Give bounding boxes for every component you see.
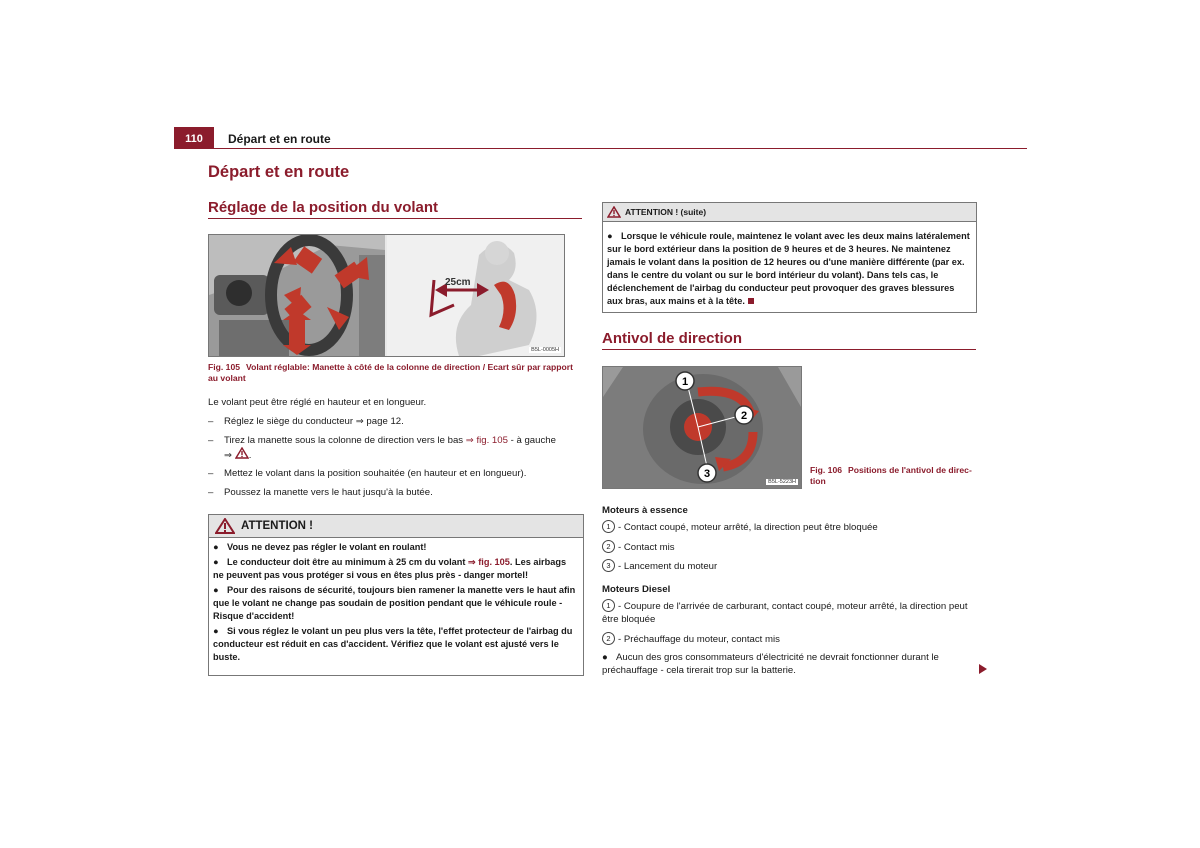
attention-cont-item: ● Lorsque le véhicule roule, maintenez le volant avec les deux mains latéralement sur le bord extérieur dans la position de 9 heures et de 3 heures. Ne maintenez jamais le volant dans la position de 12 heures ou d'une manière différente (par ex. dans le centre du volant ou sur le bord intérieur du volant). Dans tels cas, le déclenchement de l'airbag du conducteur peut provoquer des graves blessures aux bras, aux mains et à la tête. (607, 231, 970, 306)
warning-triangle-icon (607, 206, 621, 218)
running-title: Départ et en route (228, 132, 331, 146)
attention-cont-header (603, 203, 976, 222)
step-2-line2: ⇒ . (224, 447, 251, 462)
intro-text: Le volant peut être réglé en hauteur et en longueur. (208, 397, 427, 408)
figure-label: Fig. 105 (208, 362, 240, 372)
step-dash: – (208, 435, 214, 446)
step-text: Poussez la manette vers le haut jusqu'à la butée. (224, 487, 433, 498)
attention-cont-box (602, 202, 977, 313)
diesel-item-2: 2 - Préchauffage du moteur, contact mis (602, 632, 780, 646)
attention-header (209, 515, 583, 538)
attention-title: ATTENTION ! (241, 520, 313, 532)
attention-cont-body (603, 222, 976, 313)
step-dash: – (208, 487, 214, 498)
figure-code: B5L-0005H (531, 347, 559, 353)
figure-106 (602, 366, 802, 489)
section-title-steering: Réglage de la position du volant (208, 199, 439, 216)
figure-caption-text: Positions de l'antivol de direction (810, 465, 972, 486)
figure-105-caption (208, 362, 583, 384)
attention-item: ● Le conducteur doit être au minimum à 25 cm du volant ⇒ fig. 105. Les airbags ne peuvent pas vous protéger si vous en êtes plus près - danger mortel! (213, 557, 567, 580)
warning-triangle-icon (215, 518, 235, 534)
page-number: 110 (174, 127, 214, 149)
petrol-item-3: 3 - Lancement du moteur (602, 559, 717, 573)
petrol-heading: Moteurs à essence (602, 505, 688, 516)
end-square-icon (748, 298, 754, 304)
step-text-after: - à gauche (507, 435, 556, 446)
figure-caption-text: Volant réglable: Manette à côté de la colonne de direction / Ecart sûr par rapport au volant (208, 362, 573, 383)
step-2 (208, 434, 588, 447)
figure-106-caption (810, 465, 975, 487)
petrol-item-1: 1 - Contact coupé, moteur arrêté, la direction peut être bloquée (602, 520, 878, 534)
distance-label: 25cm (445, 277, 471, 288)
step-dash: – (208, 468, 214, 479)
step-text: Tirez la manette sous la colonne de direction vers le bas (224, 435, 466, 446)
fig-105-link[interactable]: ⇒ fig. 105 (465, 435, 508, 446)
attention-cont-title: ATTENTION ! (suite) (625, 207, 707, 217)
step-arrow: ⇒ (224, 450, 233, 461)
steering-illustration (209, 235, 564, 356)
step-4 (208, 486, 433, 499)
step-text: Réglez le siège du conducteur ⇒ page 12. (224, 416, 404, 427)
section-rule (208, 218, 582, 219)
attention-item: ● Si vous réglez le volant un peu plus vers la tête, l'effet protecteur de l'airbag du conducteur est réduit en cas d'accident. Vérifiez que le volant est ajusté vers le buste. (213, 626, 573, 662)
fig-105-link[interactable]: ⇒ fig. 105 (467, 557, 510, 567)
step-dash: – (208, 416, 214, 427)
next-page-arrow-icon[interactable] (979, 664, 987, 674)
attention-item: ● Vous ne devez pas régler le volant en roulant! (213, 542, 427, 552)
attention-body (209, 538, 583, 669)
preheat-note: ● Aucun des gros consommateurs d'électricité ne devrait fonctionner durant le préchauffage - cela tirerait trop sur la batterie. (602, 652, 939, 676)
page-title: Départ et en route (208, 163, 350, 181)
diesel-heading: Moteurs Diesel (602, 584, 671, 595)
figure-label: Fig. 106 (810, 465, 842, 475)
step-1 (208, 415, 404, 428)
petrol-item-2: 2 - Contact mis (602, 540, 675, 554)
marker-3: 3 (703, 468, 711, 480)
figure-105 (208, 234, 565, 357)
step-text: Mettez le volant dans la position souhaitée (en hauteur et en longueur). (224, 468, 527, 479)
section-rule (602, 349, 976, 350)
section-title-lock: Antivol de direction (602, 330, 743, 347)
header-rule (174, 148, 1027, 149)
marker-1: 1 (681, 376, 689, 388)
marker-2: 2 (740, 410, 748, 422)
diesel-item-1: 1 - Coupure de l'arrivée de carburant, contact coupé, moteur arrêté, la direction peut être bloquée (602, 601, 968, 625)
figure-code: B5L-5223H (768, 479, 796, 485)
warning-triangle-icon[interactable] (235, 447, 249, 459)
ignition-lock-illustration (603, 367, 801, 488)
attention-item: ● Pour des raisons de sécurité, toujours bien ramener la manette vers le haut afin que le volant ne change pas soudain de position pendant que le véhicule roule - Risque d'accident! (213, 585, 576, 621)
step-3 (208, 467, 526, 480)
attention-box (208, 514, 584, 676)
